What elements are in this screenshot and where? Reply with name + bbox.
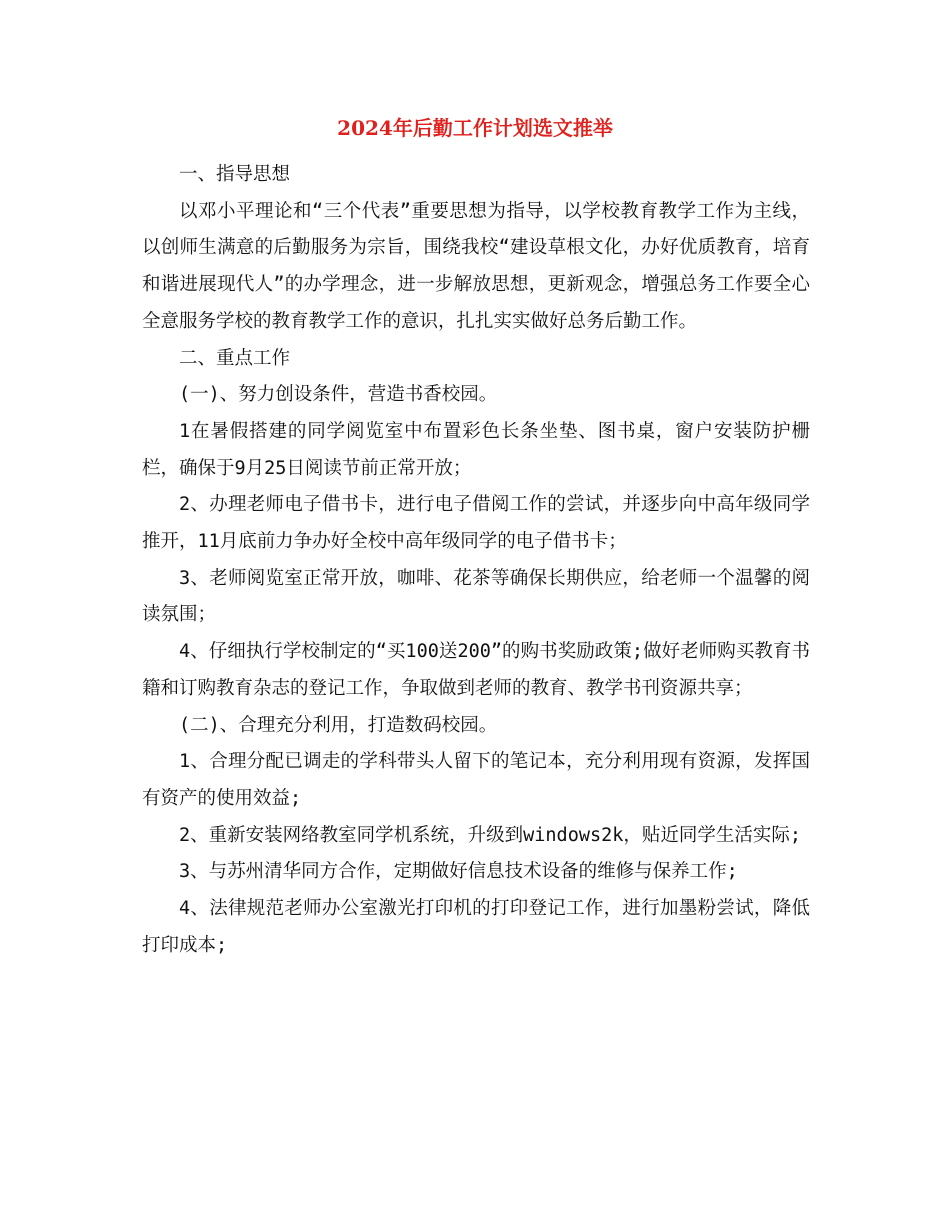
list-item: 4、仔细执行学校制定的“买100送200”的购书奖励政策;做好老师购买教育书籍和订购教育杂志的登记工作，争取做到老师的教育、教学书刊资源共享；	[142, 641, 810, 699]
list-item: 4、法律规范老师办公室激光打印机的打印登记工作，进行加墨粉尝试，降低打印成本;	[142, 898, 810, 956]
paragraph-guiding-thought: 以邓小平理论和“三个代表”重要思想为指导，以学校教育教学工作为主线，以创师生满意的后勤服务为宗旨，围绕我校“建设草根文化，办好优质教育，培育和谐进展现代人”的办学理念，进一步解放思想，更新观念，增强总务工作要全心全意服务学校的教育教学工作的意识，扎扎实实做好总务后勤工作。	[142, 200, 810, 332]
list-item: 1、合理分配已调走的学科带头人留下的笔记本，充分利用现有资源，发挥国有资产的使用效益;	[142, 751, 810, 809]
list-item: 1在暑假搭建的同学阅览室中布置彩色长条坐垫、图书桌，窗户安装防护栅栏，确保于9月25日阅读节前正常开放；	[142, 420, 810, 479]
subsection-heading-2: (二)、合理充分利用，打造数码校园。	[179, 714, 498, 736]
section-heading-guiding-thought: 一、指导思想	[179, 164, 291, 185]
list-item: 2、办理老师电子借书卡，进行电子借阅工作的尝试，并逐步向中高年级同学推开，11月底前力争办好全校中高年级同学的电子借书卡；	[142, 494, 810, 553]
list-item: 2、重新安装网络教室同学机系统，升级到windows2k，贴近同学生活实际;	[179, 824, 802, 846]
subsection-heading-1: (一)、努力创设条件，营造书香校园。	[179, 384, 498, 406]
document-title: 2024年后勤工作计划选文推举	[337, 116, 613, 140]
list-item: 3、老师阅览室正常开放，咖啡、花茶等确保长期供应，给老师一个温馨的阅读氛围；	[142, 567, 810, 626]
list-item: 3、与苏州清华同方合作，定期做好信息技术设备的维修与保养工作;	[179, 861, 738, 883]
document-body	[142, 157, 810, 964]
section-heading-key-work: 二、重点工作	[179, 347, 291, 369]
